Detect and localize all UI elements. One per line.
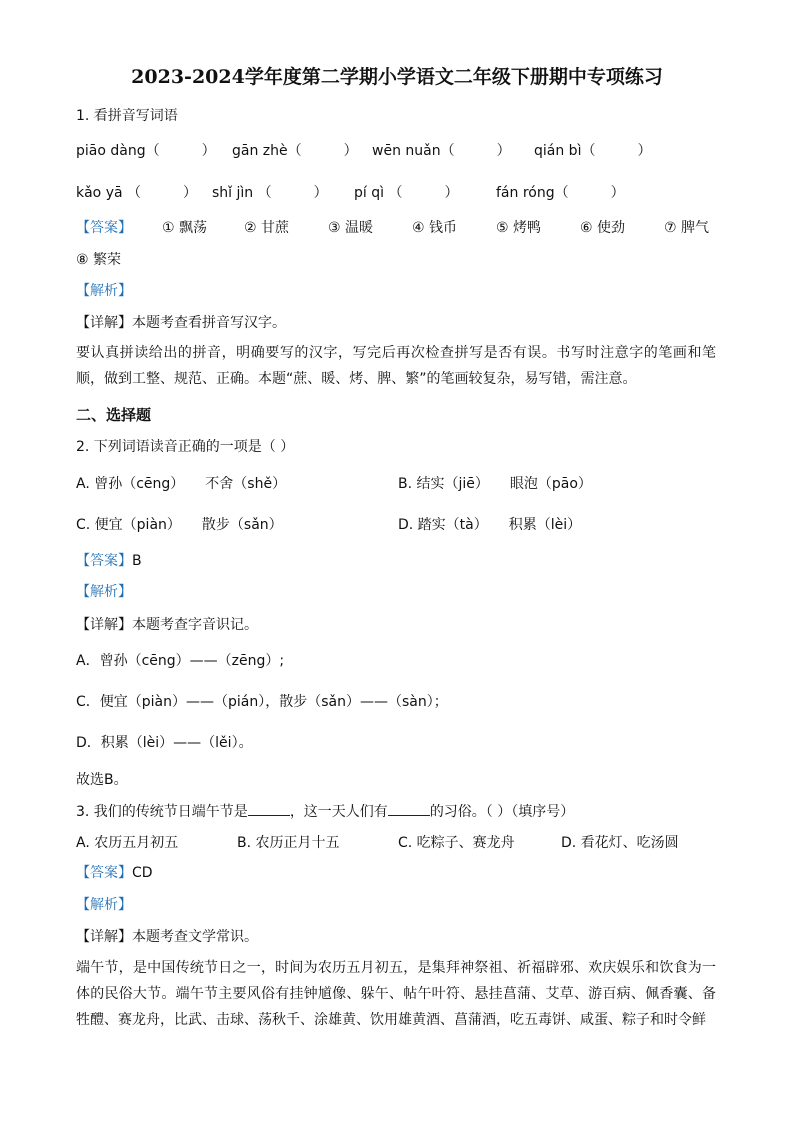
q2-detail: 【详解】本题考查字音识记。 [76, 617, 258, 633]
q3-option-d: D. 看花灯、吃汤圆 [561, 835, 679, 851]
q1-answer-2: ② 甘蔗 [244, 220, 290, 236]
q2-answer [76, 551, 142, 571]
q2-explain-c: C．便宜（piàn）——（pián），散步（sǎn）——（sàn）； [76, 694, 448, 710]
q1-answer-5: ⑤ 烤鸭 [496, 220, 542, 236]
q1-stem: 1. 看拼音写词语 [76, 108, 178, 124]
q3-option-b: B. 农历正月十五 [237, 835, 340, 851]
q3-stem-part1: 3. 我们的传统节日端午节是 [76, 804, 248, 820]
q2-conclusion: 故选B。 [76, 772, 128, 788]
q1-answer-6: ⑥ 使劲 [580, 220, 626, 236]
q3-answer-label: 【答案】 [76, 865, 132, 881]
q2-analysis-label: 【解析】 [76, 584, 132, 600]
q1-pinyin-7: pí qì （ ） [354, 185, 459, 201]
q1-detail: 【详解】本题考查看拼音写汉字。 [76, 315, 286, 331]
q1-pinyin-3: wēn nuǎn（ ） [372, 143, 511, 159]
q3-answer [76, 863, 153, 883]
q2-option-a: A. 曾孙（cēng） 不舍（shě） [76, 476, 287, 492]
q1-pinyin-5: kǎo yā （ ） [76, 185, 198, 201]
q1-pinyin-1: piāo dàng（ ） [76, 143, 216, 159]
q1-pinyin-4: qián bì（ ） [534, 143, 652, 159]
q2-explain-a: A．曾孙（cēng）——（zēng）; [76, 653, 285, 669]
q1-answer-8: ⑧ 繁荣 [76, 252, 122, 268]
q1-explanation: 要认真拼读给出的拼音，明确要写的汉字，写完后再次检查拼写是否有误。书写时注意字的笔画和笔顺，做到工整、规范、正确。本题“蔗、暖、烤、脾、繁”的笔画较复杂，易写错，需注意。 [76, 345, 716, 387]
section-heading: 二、选择题 [76, 406, 152, 424]
q3-stem-part3: 的习俗。（ ）（填序号） [429, 804, 575, 820]
q2-explain-d: D．积累（lèi）——（lěi）。 [76, 735, 253, 751]
q3-option-c: C. 吃粽子、赛龙舟 [398, 835, 515, 851]
q2-stem: 2. 下列词语读音正确的一项是（ ） [76, 439, 295, 455]
q2-option-b: B. 结实（jiē） 眼泡（pāo） [398, 476, 592, 492]
q2-option-d: D. 踏实（tà） 积累（lèi） [398, 517, 582, 533]
page-title: 2023-2024学年度第二学期小学语文二年级下册期中专项练习 [131, 66, 663, 88]
q2-answer-label: 【答案】 [76, 553, 132, 569]
q3-stem-part2: ，这一天人们有 [289, 804, 388, 820]
q1-pinyin-8: fán róng（ ） [496, 185, 625, 201]
q3-blank-2 [388, 801, 430, 816]
q1-answer-3: ③ 温暖 [328, 220, 374, 236]
q2-option-c: C. 便宜（piàn） 散步（sǎn） [76, 517, 283, 533]
q3-detail: 【详解】本题考查文学常识。 [76, 929, 258, 945]
q1-pinyin-6: shǐ jìn （ ） [212, 185, 328, 201]
q1-analysis-label: 【解析】 [76, 283, 132, 299]
q3-blank-1 [248, 801, 290, 816]
q2-answer-value: B [132, 553, 142, 569]
q3-option-a: A. 农历五月初五 [76, 835, 179, 851]
q3-explanation: 端午节，是中国传统节日之一，时间为农历五月初五，是集拜神祭祖、祈福辟邪、欢庆娱乐和饮食为一体的民俗大节。端午节主要风俗有挂钟馗像、躲午、帖午叶符、悬挂菖蒲、艾草、游百病、佩香囊、备牲醴、赛龙舟，比武、击球、荡秋千、涂雄黄、饮用雄黄酒、菖蒲酒，吃五毒饼、咸蛋、粽子和时令鲜 [76, 960, 716, 1028]
q3-answer-value: CD [132, 865, 153, 881]
q1-answer-label: 【答案】 [76, 220, 132, 236]
q1-pinyin-2: gān zhè（ ） [232, 143, 358, 159]
q3-analysis-label: 【解析】 [76, 897, 132, 913]
q1-answer-4: ④ 钱币 [412, 220, 458, 236]
q1-answer-1: ① 飘荡 [162, 220, 208, 236]
q1-answer-7: ⑦ 脾气 [664, 220, 710, 236]
q3-stem [76, 801, 574, 822]
